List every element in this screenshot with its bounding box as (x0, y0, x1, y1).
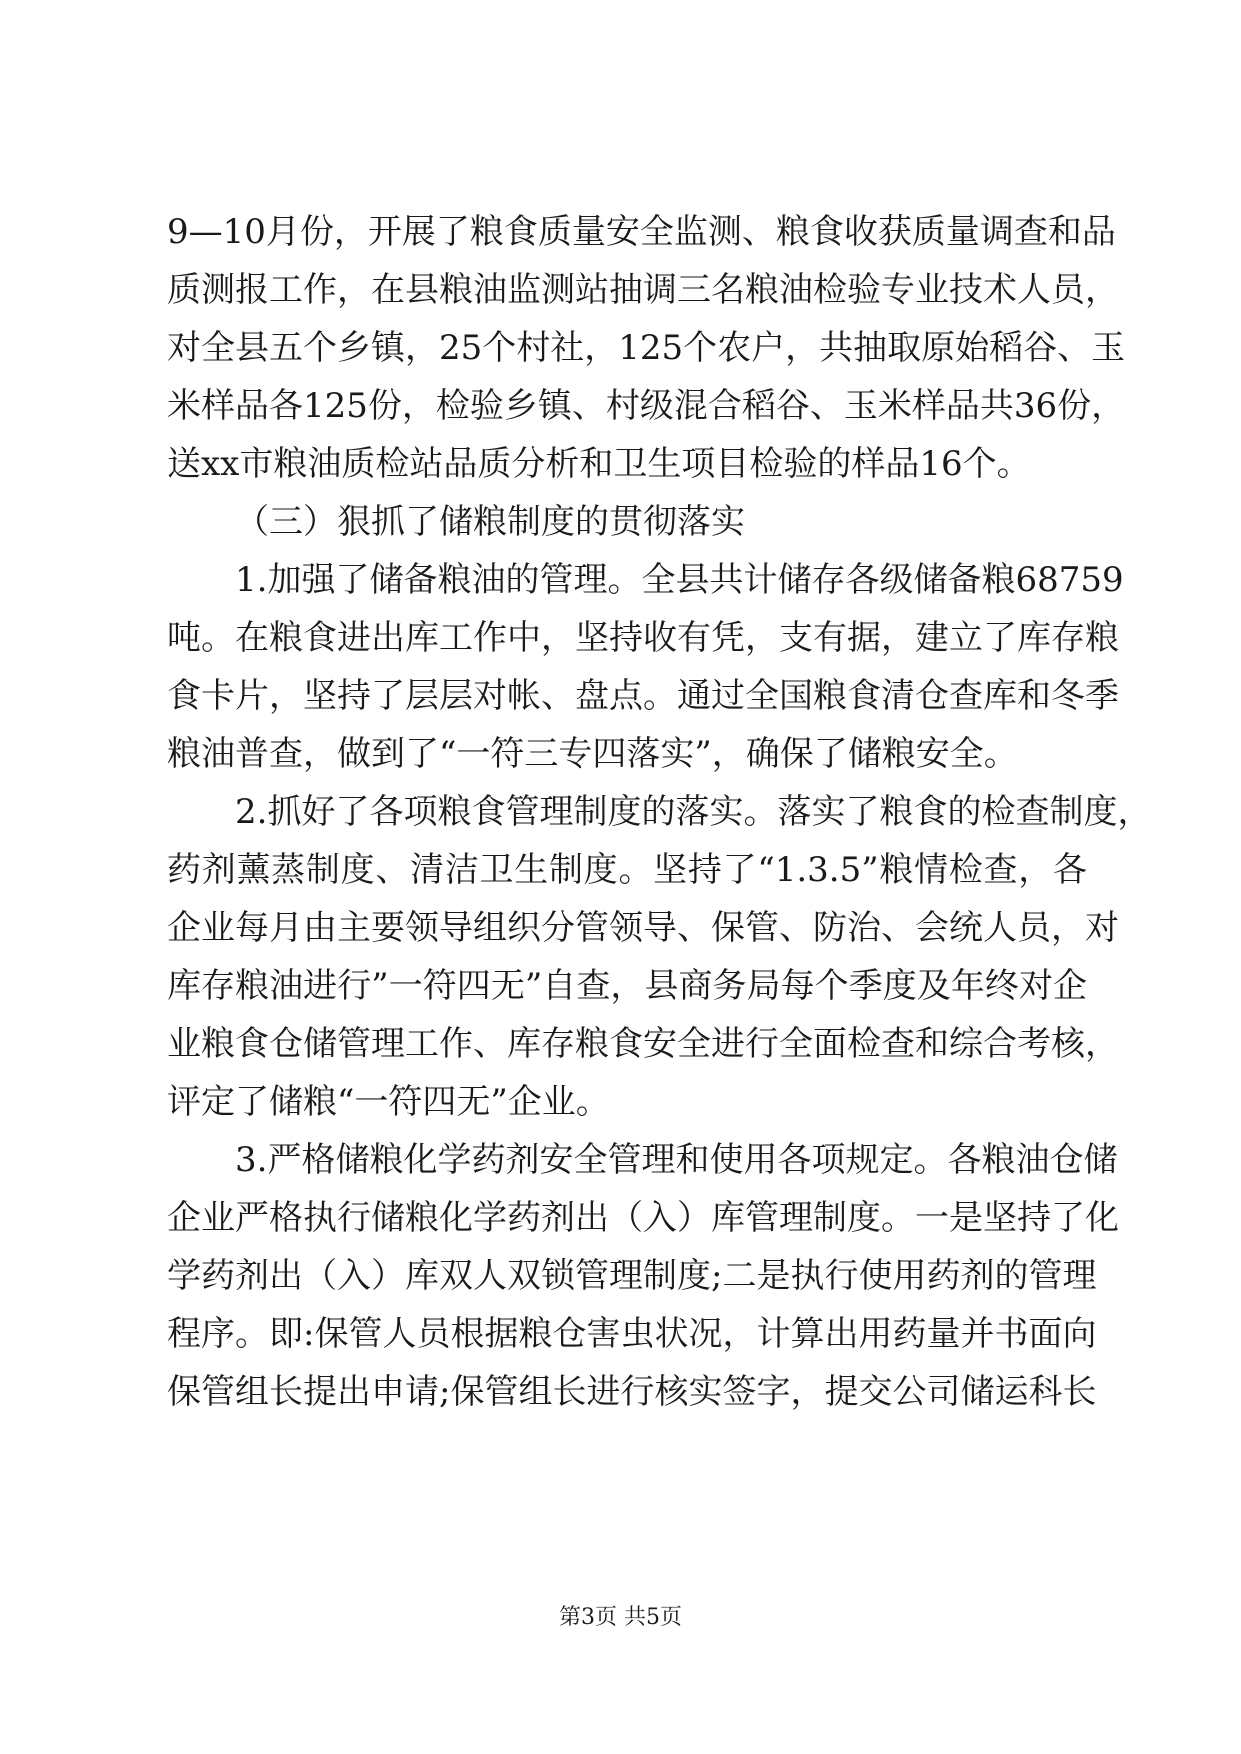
paragraph-line: 粮油普查，做到了“一符三专四落实”，确保了储粮安全。 (167, 734, 1018, 774)
page-number-footer: 第3页 共5页 (559, 1605, 682, 1630)
paragraph-line: 吨。在粮食进出库工作中，坚持收有凭，支有据，建立了库存粮 (167, 618, 1119, 658)
paragraph-line: 药剂薰蒸制度、清洁卫生制度。坚持了“1.3.5”粮情检查，各 (167, 850, 1087, 890)
paragraph-line: 质测报工作，在县粮油监测站抽调三名粮油检验专业技术人员， (167, 270, 1119, 310)
paragraph-line: 学药剂出（入）库双人双锁管理制度;二是执行使用药剂的管理 (167, 1256, 1097, 1296)
paragraph-line: 企业严格执行储粮化学药剂出（入）库管理制度。一是坚持了化 (167, 1198, 1119, 1238)
paragraph-line: 食卡片，坚持了层层对帐、盘点。通过全国粮食清仓查库和冬季 (167, 676, 1119, 716)
paragraph-line: 2.抓好了各项粮食管理制度的落实。落实了粮食的检查制度， (235, 792, 1152, 832)
paragraph-line: 评定了储粮“一符四无”企业。 (167, 1082, 610, 1122)
paragraph-line: 3.严格储粮化学药剂安全管理和使用各项规定。各粮油仓储 (235, 1140, 1118, 1180)
section-heading: （三）狠抓了储粮制度的贯彻落实 (235, 502, 745, 542)
paragraph-line: 保管组长提出申请;保管组长进行核实签字，提交公司储运科长 (167, 1372, 1097, 1412)
paragraph-line: 1.加强了储备粮油的管理。全县共计储存各级储备粮68759 (235, 560, 1124, 600)
paragraph-line: 米样品各125份，检验乡镇、村级混合稻谷、玉米样品共36份， (167, 386, 1126, 426)
paragraph-line: 对全县五个乡镇，25个村社，125个农户，共抽取原始稻谷、玉 (167, 328, 1126, 368)
paragraph-line: 程序。即:保管人员根据粮仓害虫状况，计算出用药量并书面向 (167, 1314, 1097, 1354)
paragraph-line: 送xx市粮油质检站品质分析和卫生项目检验的样品16个。 (167, 444, 1031, 484)
paragraph-line: 企业每月由主要领导组织分管领导、保管、防治、会统人员，对 (167, 908, 1119, 948)
paragraph-line: 库存粮油进行”一符四无”自查，县商务局每个季度及年终对企 (167, 966, 1087, 1006)
paragraph-line: 9—10月份，开展了粮食质量安全监测、粮食收获质量调查和品 (167, 212, 1116, 252)
paragraph-line: 业粮食仓储管理工作、库存粮食安全进行全面检查和综合考核， (167, 1024, 1119, 1064)
